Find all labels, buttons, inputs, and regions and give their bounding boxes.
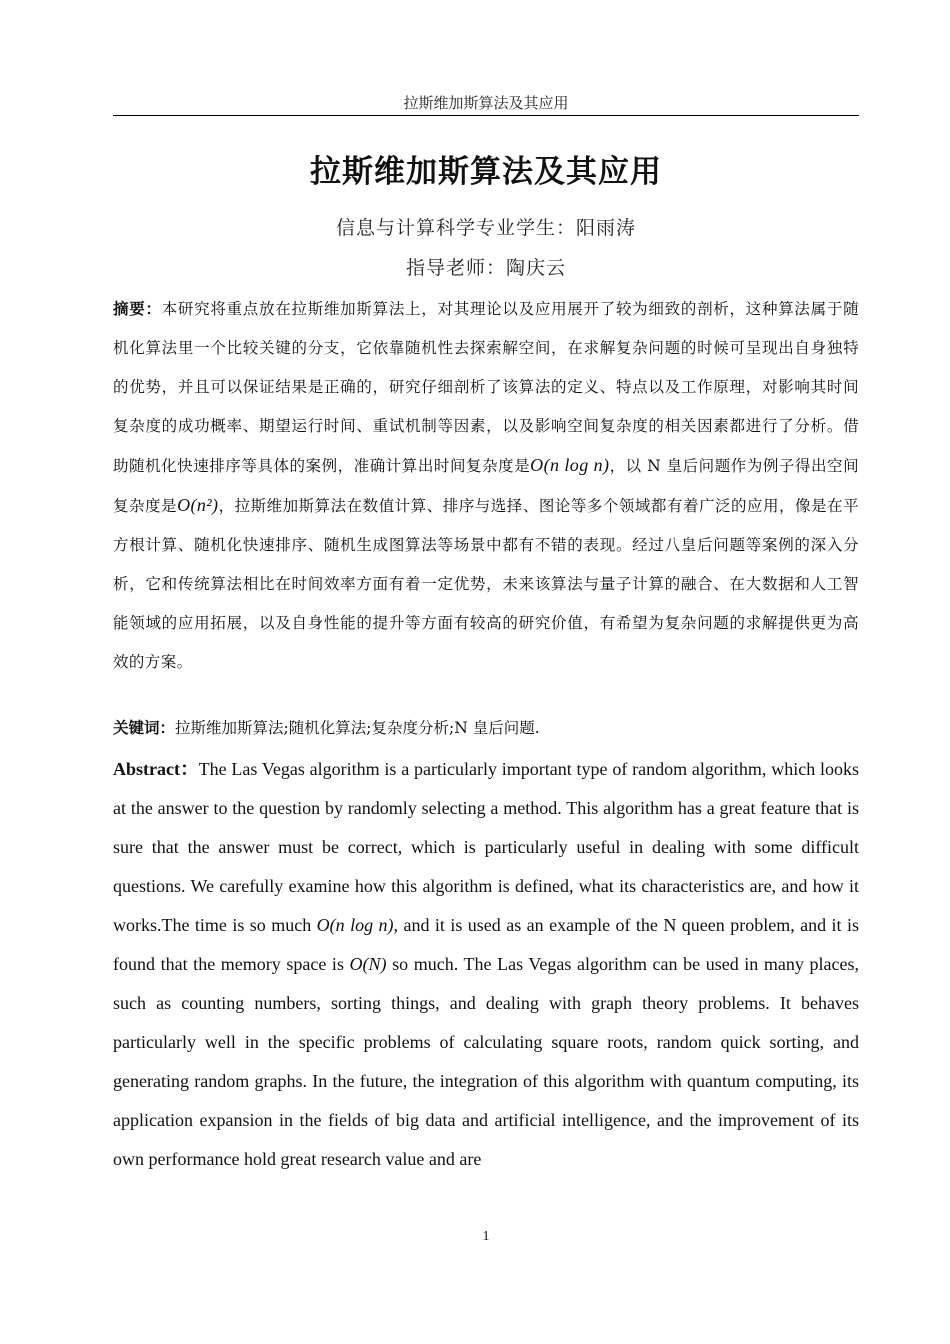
abstract-en-sep: ： <box>179 759 199 779</box>
abstract-zh-text-2: ，以 N 皇后问题作为例子得出空间复杂度是 <box>113 457 859 515</box>
abstract-zh-text-3: ，拉斯维加斯算法在数值计算、排序与选择、图论等多个领域都有着广泛的应用，像是在平方根计算、随机化快速排序、随机生成图算法等场景中都有不错的表现。经过八皇后问题等案例的深入分析，它和传统算法相比在时间效率方面有着一定优势，未来该算法与量子计算的融合、在大数据和人工智能领域的应用拓展，以及自身性能的提升等方面有较高的研究价值，有希望为复杂问题的求解提供更为高效的方案。 <box>113 497 859 671</box>
abstract-en-label: Abstract <box>113 759 180 779</box>
keywords-sep: ： <box>159 719 176 737</box>
running-header: 拉斯维加斯算法及其应用 <box>113 92 859 116</box>
abstract-zh-text-1: 本研究将重点放在拉斯维加斯算法上，对其理论以及应用展开了较为细致的剖析，这种算法属于随机化算法里一个比较关键的分支，它依靠随机性去探索解空间，在求解复杂问题的时候可呈现出自身独特的优势，并且可以保证结果是正确的，研究仔细剖析了该算法的定义、特点以及工作原理，对影响其时间复杂度的成功概率、期望运行时间、重试机制等因素，以及影响空间复杂度的相关因素都进行了分析。借助随机化快速排序等具体的案例，准确计算出时间复杂度是 <box>113 300 859 475</box>
math-space-complexity-en: O(N) <box>349 954 387 974</box>
math-space-complexity-zh: O(n²) <box>177 495 219 515</box>
abstract-zh <box>113 290 859 682</box>
math-time-complexity-zh: O(n log n) <box>530 455 610 475</box>
math-time-complexity-en: O(n log n) <box>316 915 394 935</box>
keywords-label: 关键词 <box>113 719 160 737</box>
abstract-en-text-3: so much. The Las Vegas algorithm can be used in many places, such as counting numbers, sorting things, and dealing with graph theory problems. It behaves particularly well in the specific problems of calculating square roots, random quick sorting, and generating random graphs. In the future, the integration of this algorithm with quantum computing, its application expansion in the fields of big data and artificial intelligence, and the improvement of its own performance hold great research value and are <box>113 954 859 1169</box>
paper-title: 拉斯维加斯算法及其应用 <box>310 154 662 190</box>
abstract-en <box>113 750 859 1179</box>
abstract-zh-sep: ： <box>145 300 162 318</box>
advisor-line: 指导老师：陶庆云 <box>405 257 566 279</box>
abstract-en-text-1: The Las Vegas algorithm is a particularly important type of random algorithm, which looks at the answer to the question by randomly selecting a method. This algorithm has a great feature that is sure that the answer must be correct, which is particularly useful in dealing with some difficult questions. We carefully examine how this algorithm is defined, what its characteristics are, and how it works.The time is so much <box>113 759 859 935</box>
abstract-zh-label: 摘要 <box>113 300 146 318</box>
page-number: 1 <box>482 1229 490 1244</box>
keywords-text: 拉斯维加斯算法;随机化算法;复杂度分析;N 皇后问题. <box>175 719 540 737</box>
keywords-zh <box>113 714 859 742</box>
abstract-en-text-2: , and it is used as an example of the N queen problem, and it is found that the memory space is <box>113 915 859 974</box>
author-line: 信息与计算科学专业学生：阳雨涛 <box>335 217 636 239</box>
